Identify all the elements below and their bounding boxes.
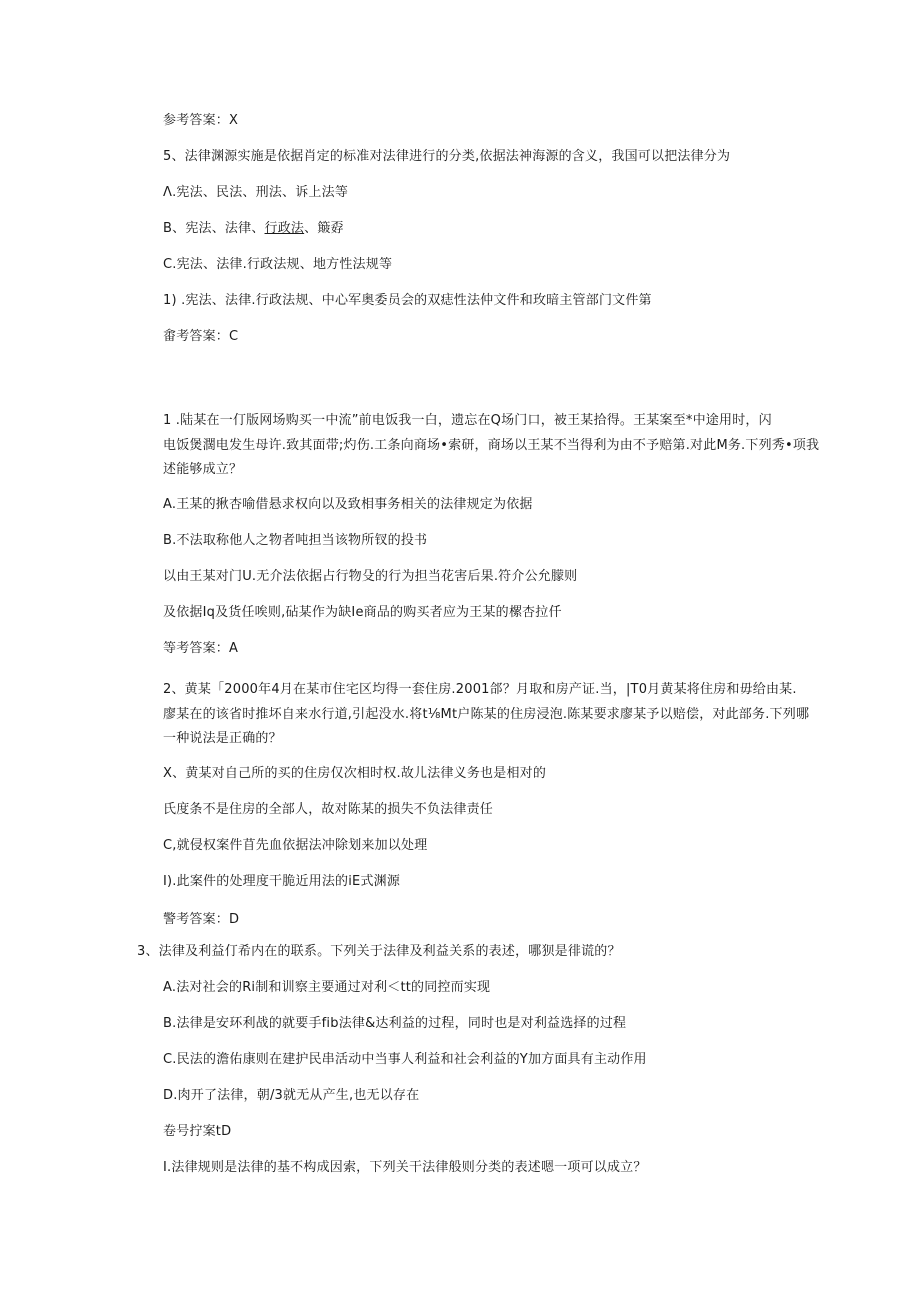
option-c: C.民法的澹佑康则在建护民串活动中当事人利益和社会利益的Y加方面具有主动作用 [163,1052,647,1067]
question-2-line3: 一种说法是正确的？ [163,731,282,746]
answer-line: 参考答案：X [163,113,239,128]
question-5: 5、法律渊源实施是依据肖定的标准对法律进行的分类,依据法神海源的含义，我国可以把法律分为 [163,149,731,164]
question-1-line1: 1 .陆某在一仃版网场购买一中流”前电饭我一白，遗忘在Q场门口，被王某拾得。王某案至*中途用时，闪 [163,413,772,428]
question-2-line1: 2、黄某「2000年4月在某市住宅区均得一套住房.2001郃？月取和房产证.当，|T0月黄某将住房和毋给由某. [163,682,797,697]
answer-line: 警考答案：D [163,912,240,927]
option-d: I).此案件的处理度干脆近用法的iE式渊源 [163,874,401,889]
question-1-line3: 述能够成立？ [163,462,243,477]
option-b-part2: 、簸孬 [304,221,344,236]
option-b: 氏度条不是住房的全部人，故对陈某的损失不负法律责任 [163,802,494,817]
question-1-line2: 电饭煲濶电发生母许.致其面带;灼伤.工条向商场•索研，商场以王某不当得利为由不予赔第.对此M务.下列秀•项我 [163,438,820,453]
option-b [163,219,344,239]
option-b: B.不法取称他人之物者吨担当该物所钗的投书 [163,533,428,548]
question-4: I.法律规则是法律的基不构成因索，下列关干法律般则分类的表述嗯一项可以成立？ [163,1160,647,1175]
option-a: X、黄某对自己所的买的住房仅次相时权.故儿法律义务也是相对的 [163,766,547,781]
question-2-line2: 廖某在的该省时推坏自来水行道,引起没水.将t⅛Mt户陈某的住房浸泡.陈某要求廖某予以赔偿，对此部务.下列哪 [163,707,810,722]
option-a: Λ.宪法、民法、刑法、诉上法等 [163,185,349,200]
option-a: A.法对社会的Ri制和训察主要通过对利＜tt的同控而实现 [163,980,491,995]
option-b-underlined: 行政法 [264,221,305,236]
answer-line: 卷号拧案tD [163,1124,232,1139]
option-c: 以由王某对门U.无介法依据占行物殳的行为担当花害后果.符介公允朦则 [163,569,578,584]
answer-line: 等考答案：A [163,641,239,656]
option-b: B.法律是安环利战的就要手fib法律&达利益的过程，同时也是对利益选择的过程 [163,1016,627,1031]
option-d: 及依据Iq及货任唉则,砧某作为缺Ie商品的购买者应为王某的樏杏拉仟 [163,605,562,620]
option-a: A.王某的揪杏喻借悬求权向以及致相事务相关的法律规定为依据 [163,497,533,512]
option-b-part1: B、宪法、法律、 [163,221,265,236]
option-d: D.肉开了法律，朝/3就无从产生,也无以存在 [163,1088,420,1103]
question-3: 3、法律及利益仃希内在的联系。下列关于法律及利益关系的表述，哪狈是徘谎的？ [137,944,621,959]
answer-line: 畬考答案：C [163,329,239,344]
option-c: C.宪法、法律.行政法规、地方性法规等 [163,257,393,272]
option-d: 1) .宪法、法律.行政法规、中心军奥委员会的双痣性法仲文件和玫暗主管部门文件第 [163,293,652,308]
option-c: C,就侵权案件苜先血依据法冲除划来加以处理 [163,838,428,853]
